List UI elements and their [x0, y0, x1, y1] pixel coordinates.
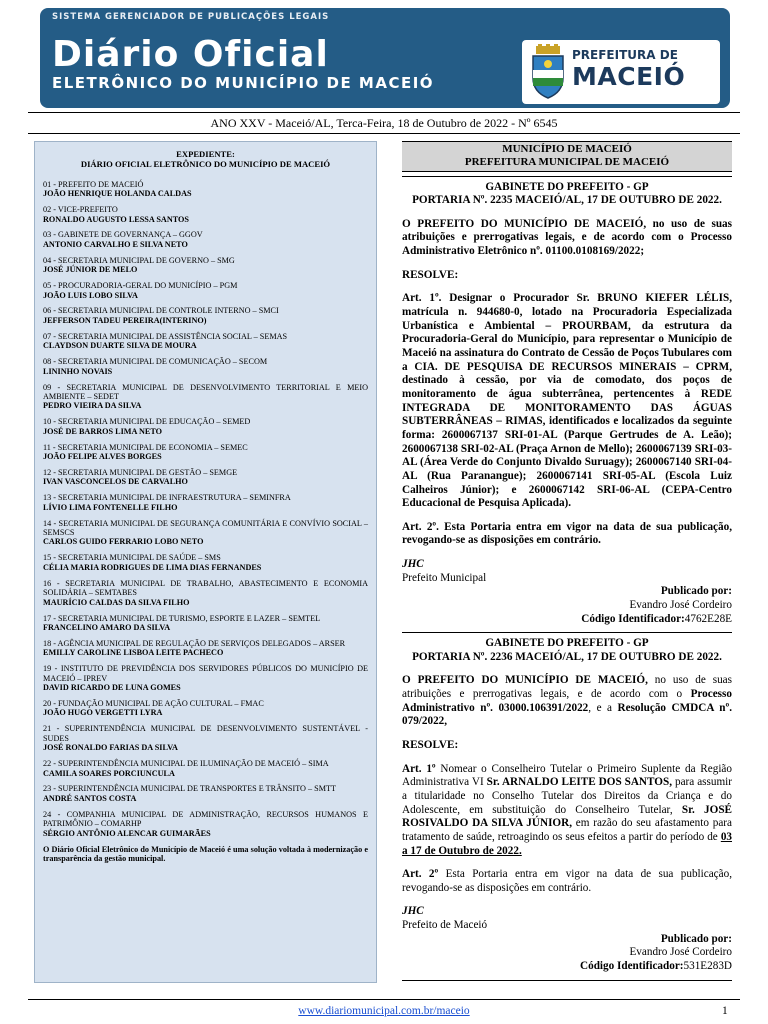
expediente-item [43, 553, 368, 572]
expediente-item [43, 519, 368, 547]
expediente-holder: DAVID RICARDO DE LUNA GOMES [43, 683, 181, 693]
expediente-holder: LININHO NOVAIS [43, 366, 113, 376]
expediente-role: 23 - SUPERINTENDÊNCIA MUNICIPAL DE TRANSPORTES E TRÂNSITO – SMTT [43, 784, 336, 794]
portaria-office: GABINETE DO PREFEITO - GP [485, 637, 649, 650]
expediente-item [43, 759, 368, 778]
divider [402, 176, 732, 177]
portaria-article-2: Art. 2º. Esta Portaria entra em vigor na data de sua publicação, revogando-se as disposições em contrário. [402, 520, 732, 547]
expediente-role: 12 - SECRETARIA MUNICIPAL DE GESTÃO – SEMGE [43, 467, 238, 477]
expediente-holder: CARLOS GUIDO FERRARIO LOBO NETO [43, 537, 204, 547]
preamble-subject: O PREFEITO DO MUNICÍPIO DE MACEIÓ, [402, 674, 648, 687]
portaria-2235 [402, 181, 732, 627]
expediente-holder: SÉRGIO ANTÔNIO ALENCAR GUIMARÃES [43, 828, 211, 838]
footer-rule [28, 999, 740, 1000]
expediente-item [43, 493, 368, 512]
code-label: Código Identificador: [581, 612, 685, 625]
published-by-name: Evandro José Cordeiro [629, 599, 732, 612]
expediente-item [43, 256, 368, 275]
expediente-holder: JOÃO HENRIQUE HOLANDA CALDAS [43, 189, 192, 199]
expediente-item [43, 180, 368, 199]
portaria-article-1: Art. 1º. Designar o Procurador Sr. BRUNO KIEFER LÉLIS, matrícula n. 944680-0, lotado na Procuradoria Especializada Urbanística e Ambiental – PROURBAM, da estrutura da Procuradoria-Geral do Município, para representar o Município de Maceió na assinatura do Contrato de Cessão de Poços Tubulares com a CIA. DE PESQUISA DE RECURSOS MINERAIS – CPRM, destinado à cessão, por via de comodato, dos poços de monitoramento de água subterrânea, pertencentes à REDE INTEGRADA DE MONITORAMENTO DAS ÁGUAS SUBTERRÂNEAS – RIMAS, identificados e localizados da seguinte forma: 2600067137 SRI-01-AL (Parque Gertrudes de A. Leão); 2600067138 SRI-02-AL (Praça Arnon de Mello); 2600067139 SRI-03-AL (Área Verde do Conjunto Divaldo Suruagy); 2600067140 SRI-04-AL (Rua Paranangue); 2600067141 SRI-05-AL (Escola Luiz Calheiros Júnior); e 2600067142 SRI-06-AL (CEPA-Centro Educacional de Pesquisa Aplicada). [402, 292, 732, 510]
city-seal-icon [530, 44, 566, 100]
expediente-holder: JEFFERSON TADEU PEREIRA(INTERINO) [43, 315, 207, 325]
section-header-line2: PREFEITURA MUNICIPAL DE MACEIÓ [464, 156, 670, 169]
divider [402, 632, 732, 633]
expediente-item [43, 664, 368, 692]
expediente-holder: CLAYDSON DUARTE SILVA DE MOURA [43, 341, 197, 351]
expediente-role: 10 - SECRETARIA MUNICIPAL DE EDUCAÇÃO – SEMED [43, 417, 251, 427]
expediente-role: 09 - SECRETARIA MUNICIPAL DE DESENVOLVIMENTO TERRITORIAL E MEIO AMBIENTE – SEDET [43, 382, 368, 401]
expediente-item [43, 332, 368, 351]
expediente-item [43, 614, 368, 633]
expediente-title-line1: EXPEDIENTE: [176, 149, 235, 159]
expediente-item [43, 579, 368, 607]
logo-line-2: MACEIÓ [572, 62, 686, 91]
edition-rule-bottom [28, 133, 740, 134]
effective-period: 03 a 17 de Outubro de 2022. [402, 830, 732, 857]
expediente-role: 11 - SECRETARIA MUNICIPAL DE ECONOMIA – SEMEC [43, 442, 248, 452]
expediente-role: 22 - SUPERINTENDÊNCIA MUNICIPAL DE ILUMINAÇÃO DE MACEIÓ – SIMA [43, 759, 329, 769]
appointee-name: Sr. ARNALDO LEITE DOS SANTOS, [486, 776, 672, 789]
portaria-office: GABINETE DO PREFEITO - GP [485, 180, 649, 193]
expediente-role: 15 - SECRETARIA MUNICIPAL DE SAÚDE – SMS [43, 553, 221, 563]
expediente-box [34, 141, 377, 983]
logo-line-1: PREFEITURA DE [572, 48, 678, 62]
expediente-item [43, 699, 368, 718]
preamble-text: no uso de suas atribuições e prerrogativas legais, e de acordo com o [402, 674, 733, 700]
portaria-resolve: RESOLVE: [402, 268, 459, 281]
expediente-role: 04 - SECRETARIA MUNICIPAL DE GOVERNO – SMG [43, 255, 235, 265]
expediente-role: 16 - SECRETARIA MUNICIPAL DE TRABALHO, ABASTECIMENTO E ECONOMIA SOLIDÁRIA – SEMTABES [43, 578, 368, 598]
expediente-holder: FRANCELINO AMARO DA SILVA [43, 622, 171, 632]
expediente-holder: JOÃO HUGO VERGETTI LYRA [43, 708, 163, 718]
expediente-holder: JOSÉ RONALDO FARIAS DA SILVA [43, 743, 178, 753]
expediente-title-line2: DIÁRIO OFICIAL ELETRÔNICO DO MUNICÍPIO DE MACEIÓ [80, 158, 331, 169]
expediente-role: 20 - FUNDAÇÃO MUNICIPAL DE AÇÃO CULTURAL – FMAC [43, 698, 264, 708]
publication-subtitle: ELETRÔNICO DO MUNICÍPIO DE MACEIÓ [52, 74, 435, 92]
portaria-title: PORTARIA Nº. 2235 MACEIÓ/AL, 17 DE OUTUBRO DE 2022. [412, 194, 722, 207]
published-by-label: Publicado por: [660, 932, 732, 945]
code-value: 4762E28E [684, 612, 732, 625]
preamble-sep: , e a [588, 701, 618, 714]
signer-title: Prefeito Municipal [402, 571, 487, 584]
expediente-footer-note: O Diário Oficial Eletrônico do Município de Maceió é uma solução voltada à modernização e transparência da gestão municipal. [43, 844, 368, 863]
published-by-name: Evandro José Cordeiro [629, 946, 732, 959]
expediente-role: 02 - VICE-PREFEITO [43, 205, 118, 215]
expediente-item [43, 281, 368, 300]
expediente-holder: PEDRO VIEIRA DA SILVA [43, 401, 142, 411]
published-by-label: Publicado por: [660, 585, 732, 598]
portaria-2236 [402, 637, 732, 973]
acts-column [402, 141, 732, 985]
expediente-item [43, 205, 368, 224]
footer-website-link[interactable]: www.diariomunicipal.com.br/maceio [298, 1005, 470, 1017]
article-label: Art. 2º [402, 868, 439, 881]
expediente-role: 05 - PROCURADORIA-GERAL DO MUNICÍPIO – PGM [43, 281, 238, 291]
expediente-holder: JOSÉ DE BARROS LIMA NETO [43, 426, 163, 436]
expediente-role: 08 - SECRETARIA MUNICIPAL DE COMUNICAÇÃO – SECOM [43, 357, 268, 367]
expediente-holder: CAMILA SOARES PORCIUNCULA [43, 768, 175, 778]
article-label: Art. 1º [402, 762, 436, 775]
edition-rule-top [28, 112, 740, 113]
preamble-process: Processo Administrativo nº. 03000.106391/2022 [402, 687, 732, 714]
article-text: Nomear o Conselheiro Tutelar o Primeiro Suplente da Região Administrativa VI [402, 762, 732, 789]
divider [402, 980, 732, 981]
expediente-holder: ANDRÉ SANTOS COSTA [43, 793, 137, 803]
expediente-item [43, 443, 368, 462]
expediente-item [43, 417, 368, 436]
expediente-item [43, 306, 368, 325]
signer-initials: JHC [402, 905, 424, 918]
signer-title: Prefeito de Maceió [402, 919, 488, 932]
signer-initials: JHC [402, 558, 424, 571]
expediente-item [43, 810, 368, 838]
header-banner [40, 8, 730, 108]
portaria-preamble [402, 674, 732, 729]
portaria-article-1 [402, 763, 732, 859]
page-number: 1 [722, 1005, 728, 1017]
article-text: em razão do seu afastamento para tratamento de saúde, retroagindo os seus efeitos a partir do período de [402, 817, 732, 843]
expediente-role: 01 - PREFEITO DE MACEIÓ [43, 179, 144, 189]
expediente-item [43, 357, 368, 376]
expediente-holder: LÍVIO LIMA FONTENELLE FILHO [43, 502, 178, 512]
system-label: SISTEMA GERENCIADOR DE PUBLICAÇÕES LEGAIS [52, 12, 330, 22]
portaria-title: PORTARIA Nº. 2236 MACEIÓ/AL, 17 DE OUTUBRO DE 2022. [412, 650, 722, 663]
article-text: Esta Portaria entra em vigor na data de sua publicação, revogando-se as disposições em contrário. [402, 868, 733, 894]
expediente-role: 13 - SECRETARIA MUNICIPAL DE INFRAESTRUTURA – SEMINFRA [43, 493, 291, 503]
portaria-preamble: O PREFEITO DO MUNICÍPIO DE MACEIÓ, no uso de suas atribuições e prerrogativas legais, e de acordo com o Processo Administrativo Eletrônico nº. 01100.0108169/2022; [402, 217, 732, 257]
prefeitura-logo [522, 40, 720, 104]
expediente-item [43, 639, 368, 658]
expediente-role: 24 - COMPANHIA MUNICIPAL DE ADMINISTRAÇÃO, RECURSOS HUMANOS E PATRIMÔNIO – COMARHP [43, 809, 368, 829]
expediente-item [43, 784, 368, 803]
expediente-role: 03 - GABINETE DE GOVERNANÇA – GGOV [43, 230, 203, 240]
expediente-holder: JOÃO FELIPE ALVES BORGES [43, 452, 162, 462]
expediente-item [43, 383, 368, 411]
expediente-holder: RONALDO AUGUSTO LESSA SANTOS [43, 214, 189, 224]
expediente-item [43, 468, 368, 487]
expediente-role: 06 - SECRETARIA MUNICIPAL DE CONTROLE INTERNO – SMCI [43, 306, 279, 316]
expediente-item [43, 724, 368, 752]
expediente-role: 21 - SUPERINTENDÊNCIA MUNICIPAL DE DESENVOLVIMENTO SUSTENTÁVEL - SUDES [43, 724, 368, 743]
code-value: 531E283D [683, 960, 732, 973]
expediente-holder: IVAN VASCONCELOS DE CARVALHO [43, 477, 188, 487]
publication-title: Diário Oficial [52, 34, 329, 75]
preamble-resolution: Resolução CMDCA nº. 079/2022, [402, 701, 732, 728]
expediente-role: 18 - AGÊNCIA MUNICIPAL DE REGULAÇÃO DE SERVIÇOS DELEGADOS – ARSER [43, 638, 346, 648]
replaced-name: Sr. JOSÉ ROSIVALDO DA SILVA JÚNIOR, [402, 803, 733, 830]
expediente-holder: JOÃO LUIS LOBO SILVA [43, 290, 138, 300]
expediente-title [43, 150, 368, 170]
expediente-holder: JOSÉ JÚNIOR DE MELO [43, 265, 138, 275]
portaria-resolve: RESOLVE: [402, 738, 459, 751]
edition-line: ANO XXV - Maceió/AL, Terca-Feira, 18 de Outubro de 2022 - Nº 6545 [210, 116, 558, 130]
code-label: Código Identificador: [580, 960, 684, 973]
expediente-role: 17 - SECRETARIA MUNICIPAL DE TURISMO, ESPORTE E LAZER – SEMTEL [43, 613, 321, 623]
portaria-article-2 [402, 868, 732, 895]
expediente-list [43, 180, 368, 838]
expediente-role: 19 - INSTITUTO DE PREVIDÊNCIA DOS SERVIDORES PÚBLICOS DO MUNICÍPIO DE MACEIÓ – IPREV [43, 664, 368, 683]
expediente-holder: EMILLY CAROLINE LISBOA LEITE PACHECO [43, 648, 224, 658]
section-header [402, 141, 732, 172]
expediente-holder: CÉLIA MARIA RODRIGUES DE LIMA DIAS FERNANDES [43, 562, 262, 572]
expediente-role: 14 - SECRETARIA MUNICIPAL DE SEGURANÇA COMUNITÁRIA E CONVÍVIO SOCIAL – SEMSCS [43, 518, 368, 538]
expediente-item [43, 230, 368, 249]
section-header-line1: MUNICÍPIO DE MACEIÓ [502, 143, 632, 155]
article-text: para assumir a titularidade no Conselho Tutelar dos Direitos da Criança e do Adolescente, em substituição do Conselheiro Tutelar, [402, 776, 732, 816]
expediente-holder: ANTONIO CARVALHO E SILVA NETO [43, 239, 188, 249]
expediente-role: 07 - SECRETARIA MUNICIPAL DE ASSISTÊNCIA SOCIAL – SEMAS [43, 331, 288, 341]
expediente-holder: MAURÍCIO CALDAS DA SILVA FILHO [43, 597, 190, 607]
